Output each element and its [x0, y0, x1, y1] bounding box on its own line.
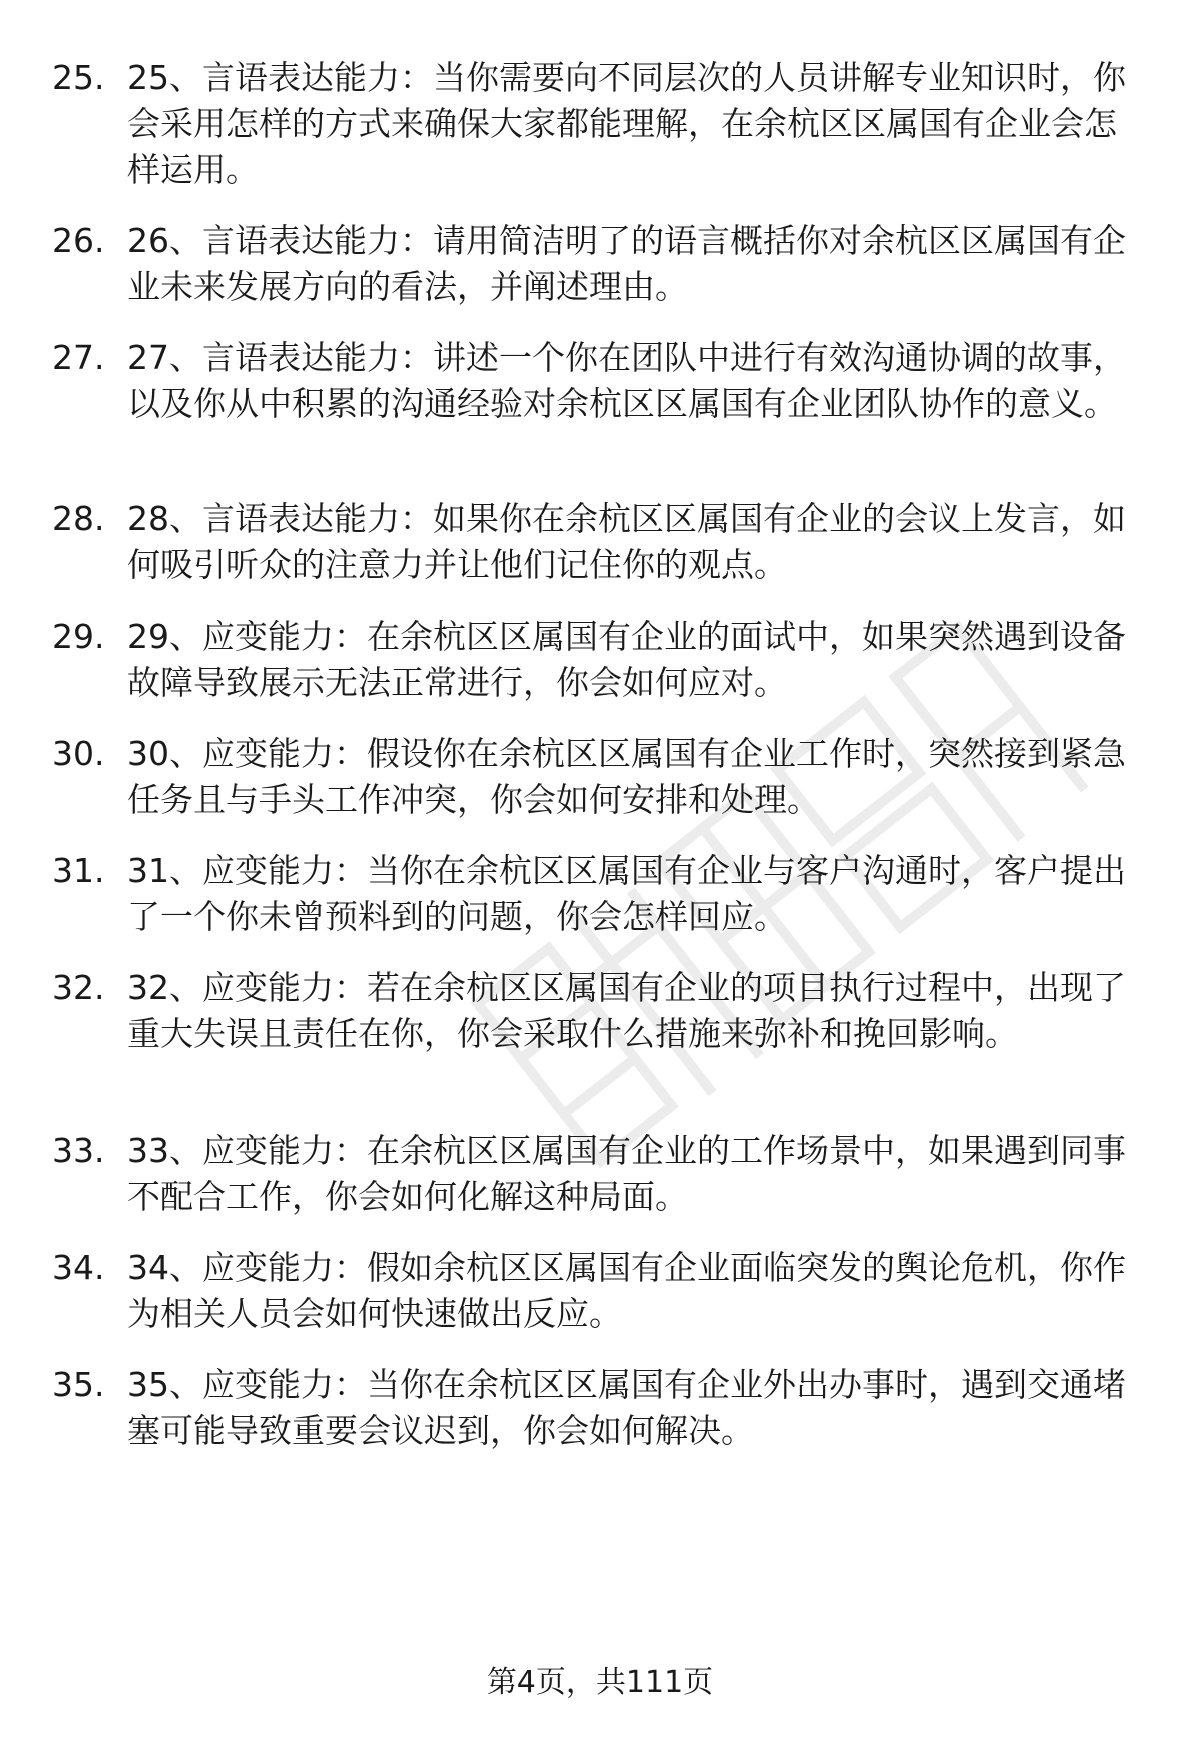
question-number: 28.	[52, 499, 105, 538]
question-text: 34、应变能力：假如余杭区区属国有企业面临突发的舆论危机，你作为相关人员会如何快速做出反应。	[127, 1248, 1126, 1333]
question-number: 26.	[52, 221, 105, 260]
page-number: 第4页，共111页	[486, 1665, 714, 1700]
question-text: 25、言语表达能力：当你需要向不同层次的人员讲解专业知识时，你会采用怎样的方式来确保大家都能理解，在余杭区区属国有企业会怎样运用。	[127, 58, 1126, 189]
question-number: 25.	[52, 58, 105, 97]
question-text: 30、应变能力：假设你在余杭区区属国有企业工作时，突然接到紧急任务且与手头工作冲突，你会如何安排和处理。	[127, 734, 1126, 819]
question-number: 35.	[52, 1365, 105, 1404]
question-number: 27.	[52, 338, 105, 377]
question-number: 34.	[52, 1248, 105, 1287]
question-number: 31.	[52, 851, 105, 890]
question-number: 30.	[52, 734, 105, 773]
question-text: 35、应变能力：当你在余杭区区属国有企业外出办事时，遇到交通堵塞可能导致重要会议迟到，你会如何解决。	[127, 1365, 1126, 1450]
question-number: 33.	[52, 1131, 105, 1170]
question-text: 26、言语表达能力：请用简洁明了的语言概括你对余杭区区属国有企业未来发展方向的看法，并阐述理由。	[127, 221, 1126, 306]
question-number: 32.	[52, 968, 105, 1007]
question-text: 32、应变能力：若在余杭区区属国有企业的项目执行过程中，出现了重大失误且责任在你，你会采取什么措施来弥补和挽回影响。	[127, 968, 1126, 1053]
question-text: 33、应变能力：在余杭区区属国有企业的工作场景中，如果遇到同事不配合工作，你会如何化解这种局面。	[127, 1131, 1126, 1216]
question-text: 28、言语表达能力：如果你在余杭区区属国有企业的会议上发言，如何吸引听众的注意力并让他们记住你的观点。	[127, 499, 1126, 584]
question-text: 27、言语表达能力：讲述一个你在团队中进行有效沟通协调的故事，以及你从中积累的沟通经验对余杭区区属国有企业团队协作的意义。	[127, 338, 1126, 423]
question-number: 29.	[52, 617, 105, 656]
question-text: 31、应变能力：当你在余杭区区属国有企业与客户沟通时，客户提出了一个你未曾预料到的问题，你会怎样回应。	[127, 851, 1126, 936]
question-text: 29、应变能力：在余杭区区属国有企业的面试中，如果突然遇到设备故障导致展示无法正常进行，你会如何应对。	[127, 617, 1126, 702]
